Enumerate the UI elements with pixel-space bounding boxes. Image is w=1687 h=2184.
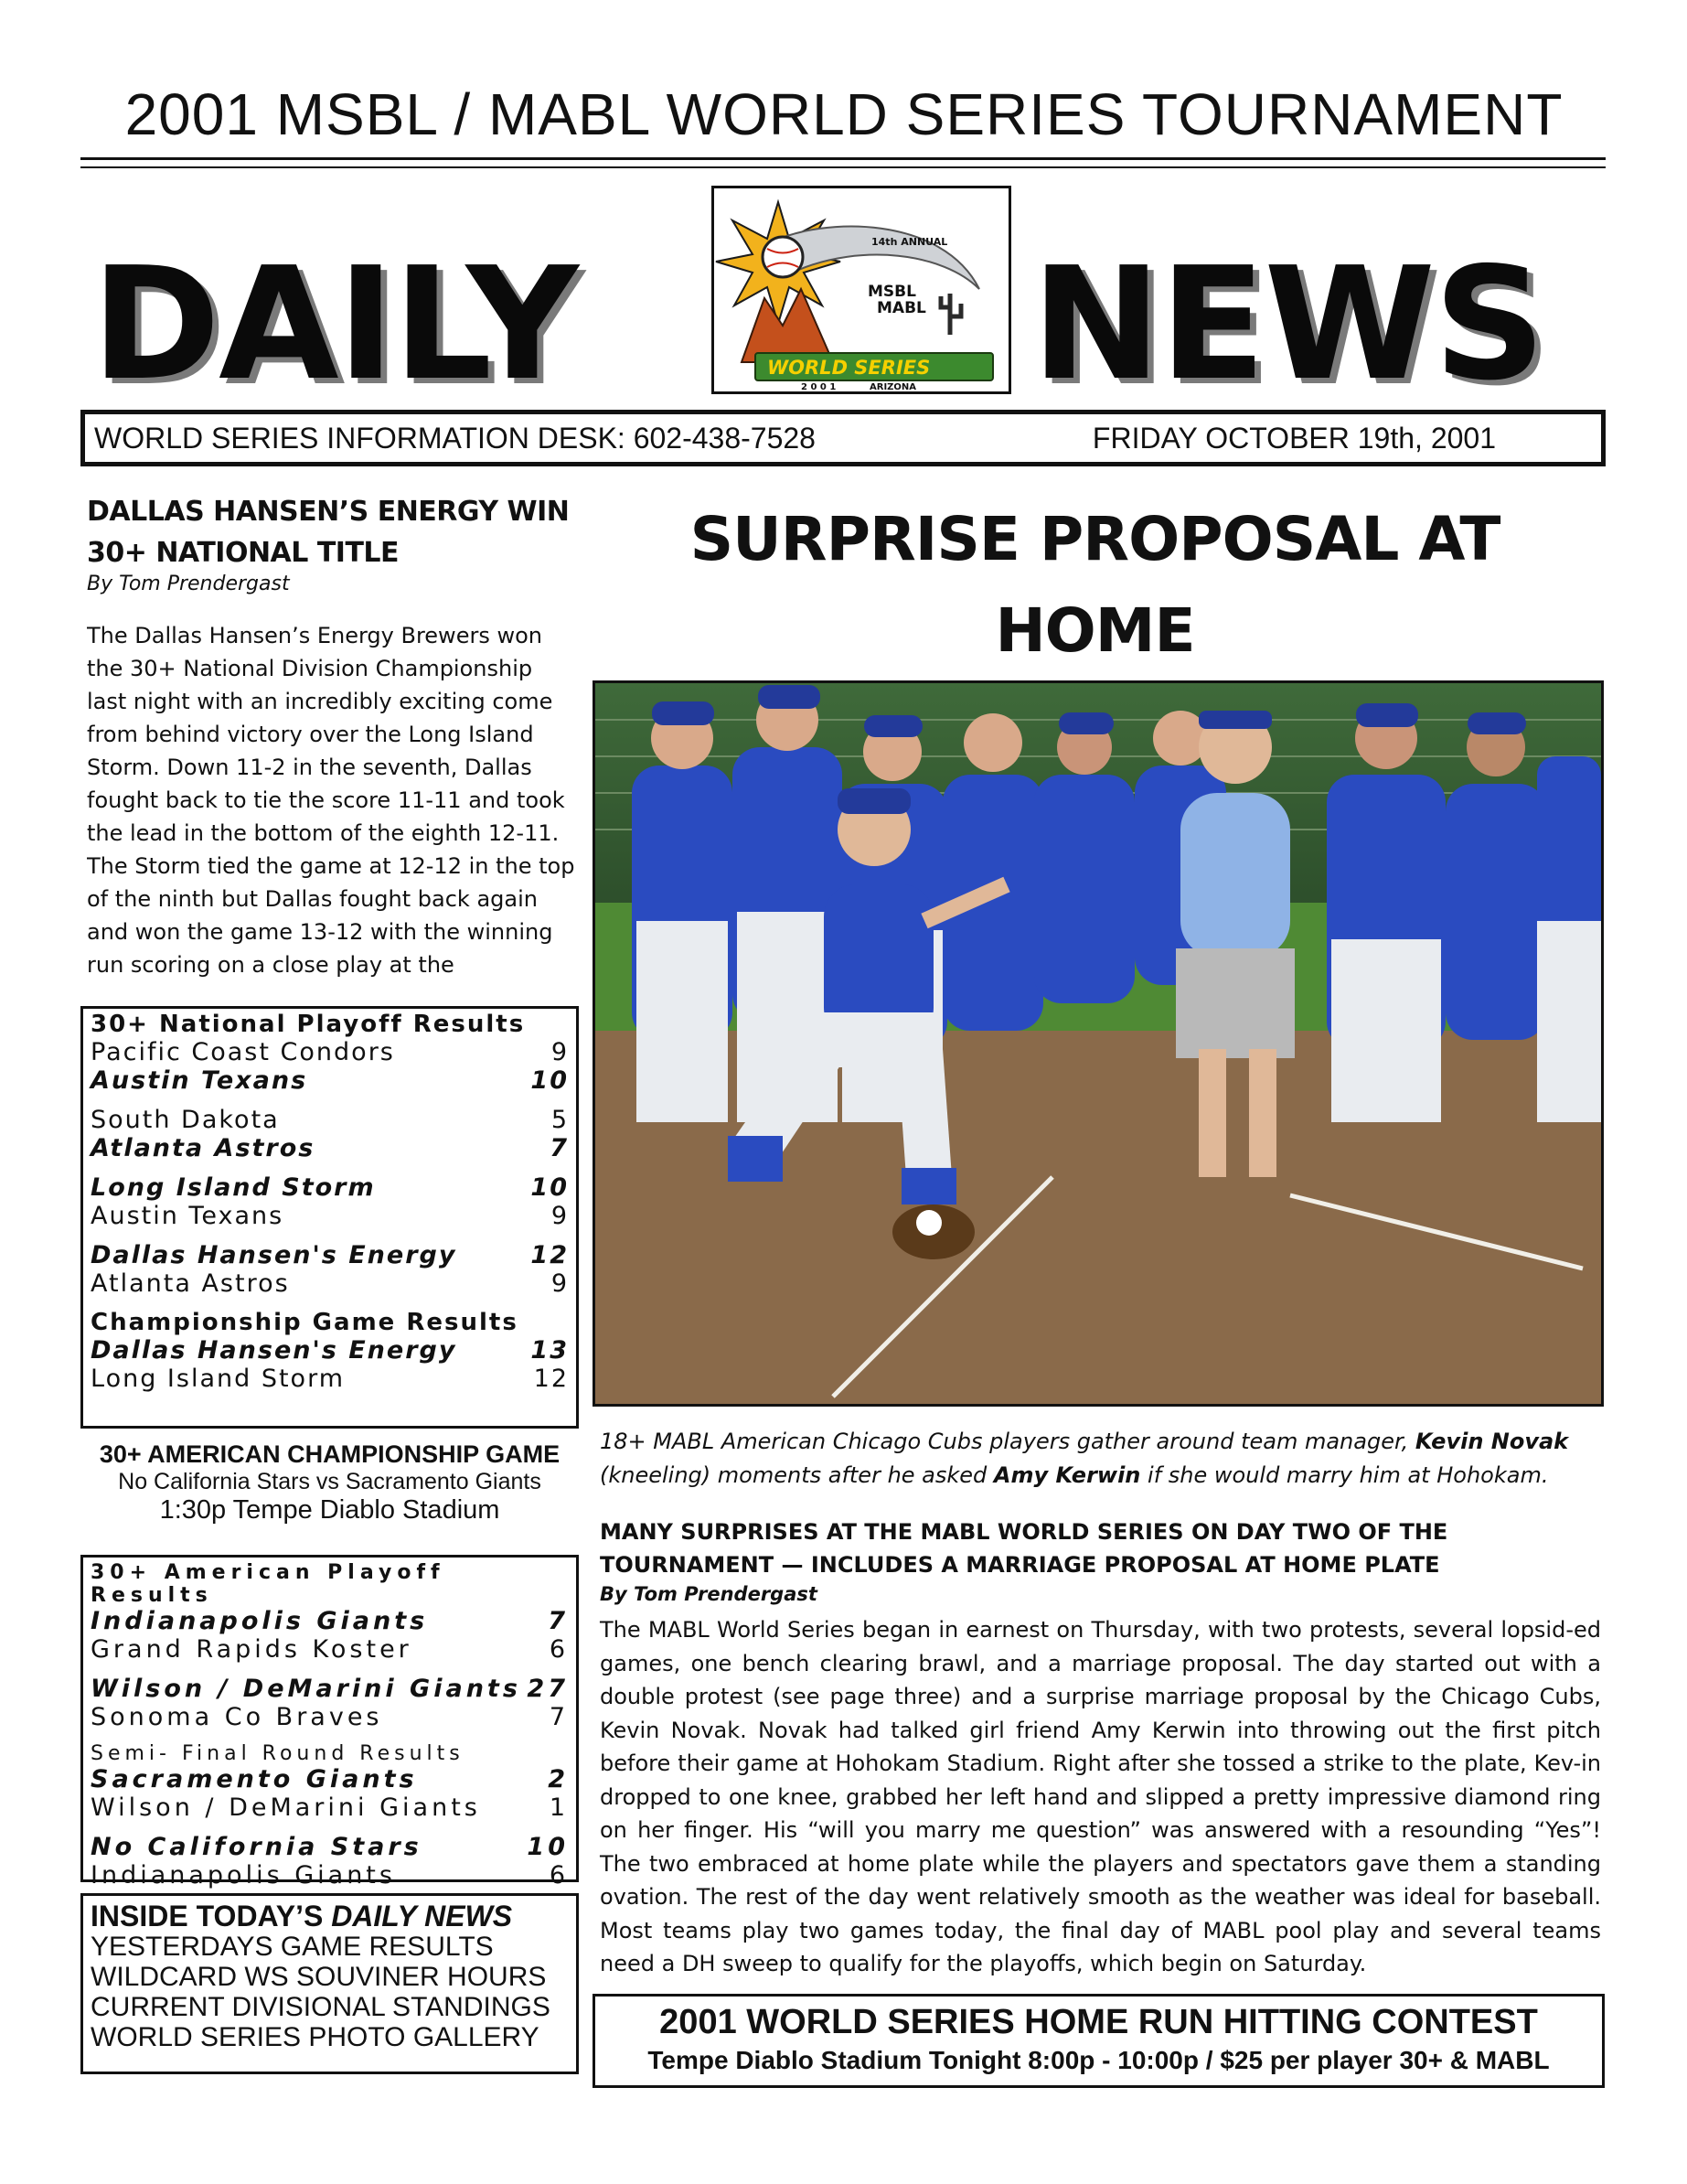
result-row: Dallas Hansen's Energy 12 [91, 1241, 569, 1269]
american-results-heading: 30+ American Playoff Results [91, 1561, 445, 1607]
american-results-box [80, 1555, 579, 1890]
left-story-body: The Dallas Hansen’s Energy Brewers won the 30+ National Division Championship last night with an incredibly exciting come from behind victory over the Long Island Storm. Down 11-2 in the seventh, Dallas fought back to tie the score 11-11 and took the lead in the bottom of the eighth 12-11. The Storm tied the game at 12-12 in the top of the ninth but Dallas fought back again and won the game 13-12 with the winning run scoring on a close play at the [87, 623, 575, 978]
svg-text:14th ANNUAL: 14th ANNUAL [871, 236, 948, 248]
info-bar [80, 410, 1606, 466]
national-results-box [80, 1006, 579, 1429]
result-row: Sonoma Co Braves 7 [91, 1703, 569, 1731]
svg-text:ARIZONA: ARIZONA [870, 382, 917, 391]
main-headline: SURPRISE PROPOSAL AT HOME [689, 504, 1500, 666]
result-row: Long Island Storm 10 [91, 1173, 569, 1202]
result-row: Grand Rapids Koster 6 [91, 1635, 569, 1664]
masthead-news: NEWS [1031, 234, 1544, 415]
result-row: Austin Texans 9 [91, 1202, 569, 1230]
left-story-byline: By Tom Prendergast [87, 573, 290, 595]
result-row: Sacramento Giants 2 [91, 1765, 569, 1793]
result-row: Dallas Hansen's Energy 13 [91, 1336, 569, 1365]
result-row: Pacific Coast Condors 9 [91, 1038, 569, 1066]
result-row: Indianapolis Giants 6 [91, 1861, 569, 1890]
masthead-daily: DAILY [91, 234, 577, 415]
story-subheadline: MANY SURPRISES AT THE MABL WORLD SERIES ON DAY TWO OF THE TOURNAMENT — INCLUDES A MARRIAGE PROPOSAL AT HOME PLATE [600, 1519, 1448, 1578]
result-row: Indianapolis Giants 7 [91, 1607, 569, 1635]
result-row: Austin Texans 10 [91, 1066, 569, 1095]
masthead-rule-top [80, 157, 1606, 160]
world-series-logo [711, 186, 1011, 394]
photo-caption: 18+ MABL American Chicago Cubs players gather around team manager, Kevin Novak (kneeling) moments after he asked Amy Kerwin if she would marry him at Hohokam. [600, 1429, 1569, 1488]
svg-text:WORLD SERIES: WORLD SERIES [767, 357, 931, 379]
national-results-heading: 30+ National Playoff Results [91, 1011, 526, 1038]
issue-date: FRIDAY OCTOBER 19th, 2001 [1092, 421, 1496, 455]
left-story-headline: DALLAS HANSEN’S ENERGY WIN 30+ NATIONAL TITLE [87, 496, 570, 569]
result-row: Atlanta Astros 9 [91, 1269, 569, 1298]
home-run-contest-details: Tempe Diablo Stadium Tonight 8:00p - 10:00p / $25 per player 30+ & MABL [647, 2046, 1550, 2074]
team-proposal-photo [593, 680, 1604, 1407]
result-row: Atlanta Astros 7 [91, 1134, 569, 1162]
semi-final-heading: Semi- Final Round Results [91, 1742, 464, 1765]
american-championship-notice [80, 1440, 579, 1526]
result-row: Long Island Storm 12 [91, 1365, 569, 1393]
info-desk-phone: WORLD SERIES INFORMATION DESK: 602-438-7528 [94, 421, 816, 455]
svg-text:MABL: MABL [877, 299, 926, 317]
american-championship-time: 1:30p Tempe Diablo Stadium [159, 1495, 500, 1525]
story-body: The MABL World Series began in earnest on Thursday, with two protests, several lopsid-ed games, one bench clearing brawl, and a marriage proposal. The day started out with a double protest (see page three) and a surprise marriage proposal by the Chicago Cubs, Kevin Novak. Novak had talked girl friend Amy Kerwin into throwing out the first pitch before their game at Hohokam Stadium. Right after she tossed a strike to the plate, Kev-in dropped to one knee, grabbed her left hand and slipped a pretty impressive diamond ring on her finger. His “will you marry me question” was answered with a resounding “Yes”! The two embraced at home plate while the players and spectators gave them a standing ovation. The rest of the day went relatively smooth as the weather was ideal for baseball. Most teams play two games today, the final day of MABL pool play and several teams need a DH sweep to qualify for the playoffs, which begin on Saturday. [600, 1617, 1601, 1976]
masthead-rule-bottom [80, 166, 1606, 168]
logo-graphic [714, 188, 1009, 391]
inside-item[interactable]: YESTERDAYS GAME RESULTS [91, 1932, 494, 1962]
inside-today-box [80, 1893, 579, 2074]
american-championship-title: 30+ AMERICAN CHAMPIONSHIP GAME [99, 1440, 561, 1468]
caption-name: Kevin Novak [1415, 1429, 1569, 1454]
inside-item[interactable]: WILDCARD WS SOUVINER HOURS [91, 1962, 547, 1992]
inside-item[interactable]: WORLD SERIES PHOTO GALLERY [91, 2022, 539, 2052]
inside-today-heading: INSIDE TODAY’S DAILY NEWS [91, 1900, 513, 1932]
result-row: Wilson / DeMarini Giants 1 [91, 1793, 569, 1822]
baseball-icon [763, 237, 803, 277]
caption-name: Amy Kerwin [993, 1462, 1141, 1488]
championship-heading: Championship Game Results [91, 1309, 518, 1336]
inside-item[interactable]: CURRENT DIVISIONAL STANDINGS [91, 1992, 550, 2022]
result-row: No California Stars 10 [91, 1833, 569, 1861]
tournament-title: 2001 MSBL / MABL WORLD SERIES TOURNAMENT [124, 81, 1564, 147]
result-row: Wilson / DeMarini Giants 27 [91, 1675, 569, 1703]
svg-text:MSBL: MSBL [868, 283, 916, 301]
home-run-contest-box [593, 1994, 1605, 2088]
photo-illustration [595, 683, 1601, 1404]
svg-text:2 0 0 1: 2 0 0 1 [801, 382, 837, 391]
result-row: South Dakota 5 [91, 1106, 569, 1134]
american-championship-matchup: No California Stars vs Sacramento Giants [118, 1469, 541, 1494]
story-byline: By Tom Prendergast [600, 1583, 817, 1605]
home-run-contest-title: 2001 WORLD SERIES HOME RUN HITTING CONTEST [659, 2003, 1538, 2041]
cactus-icon [941, 294, 961, 335]
